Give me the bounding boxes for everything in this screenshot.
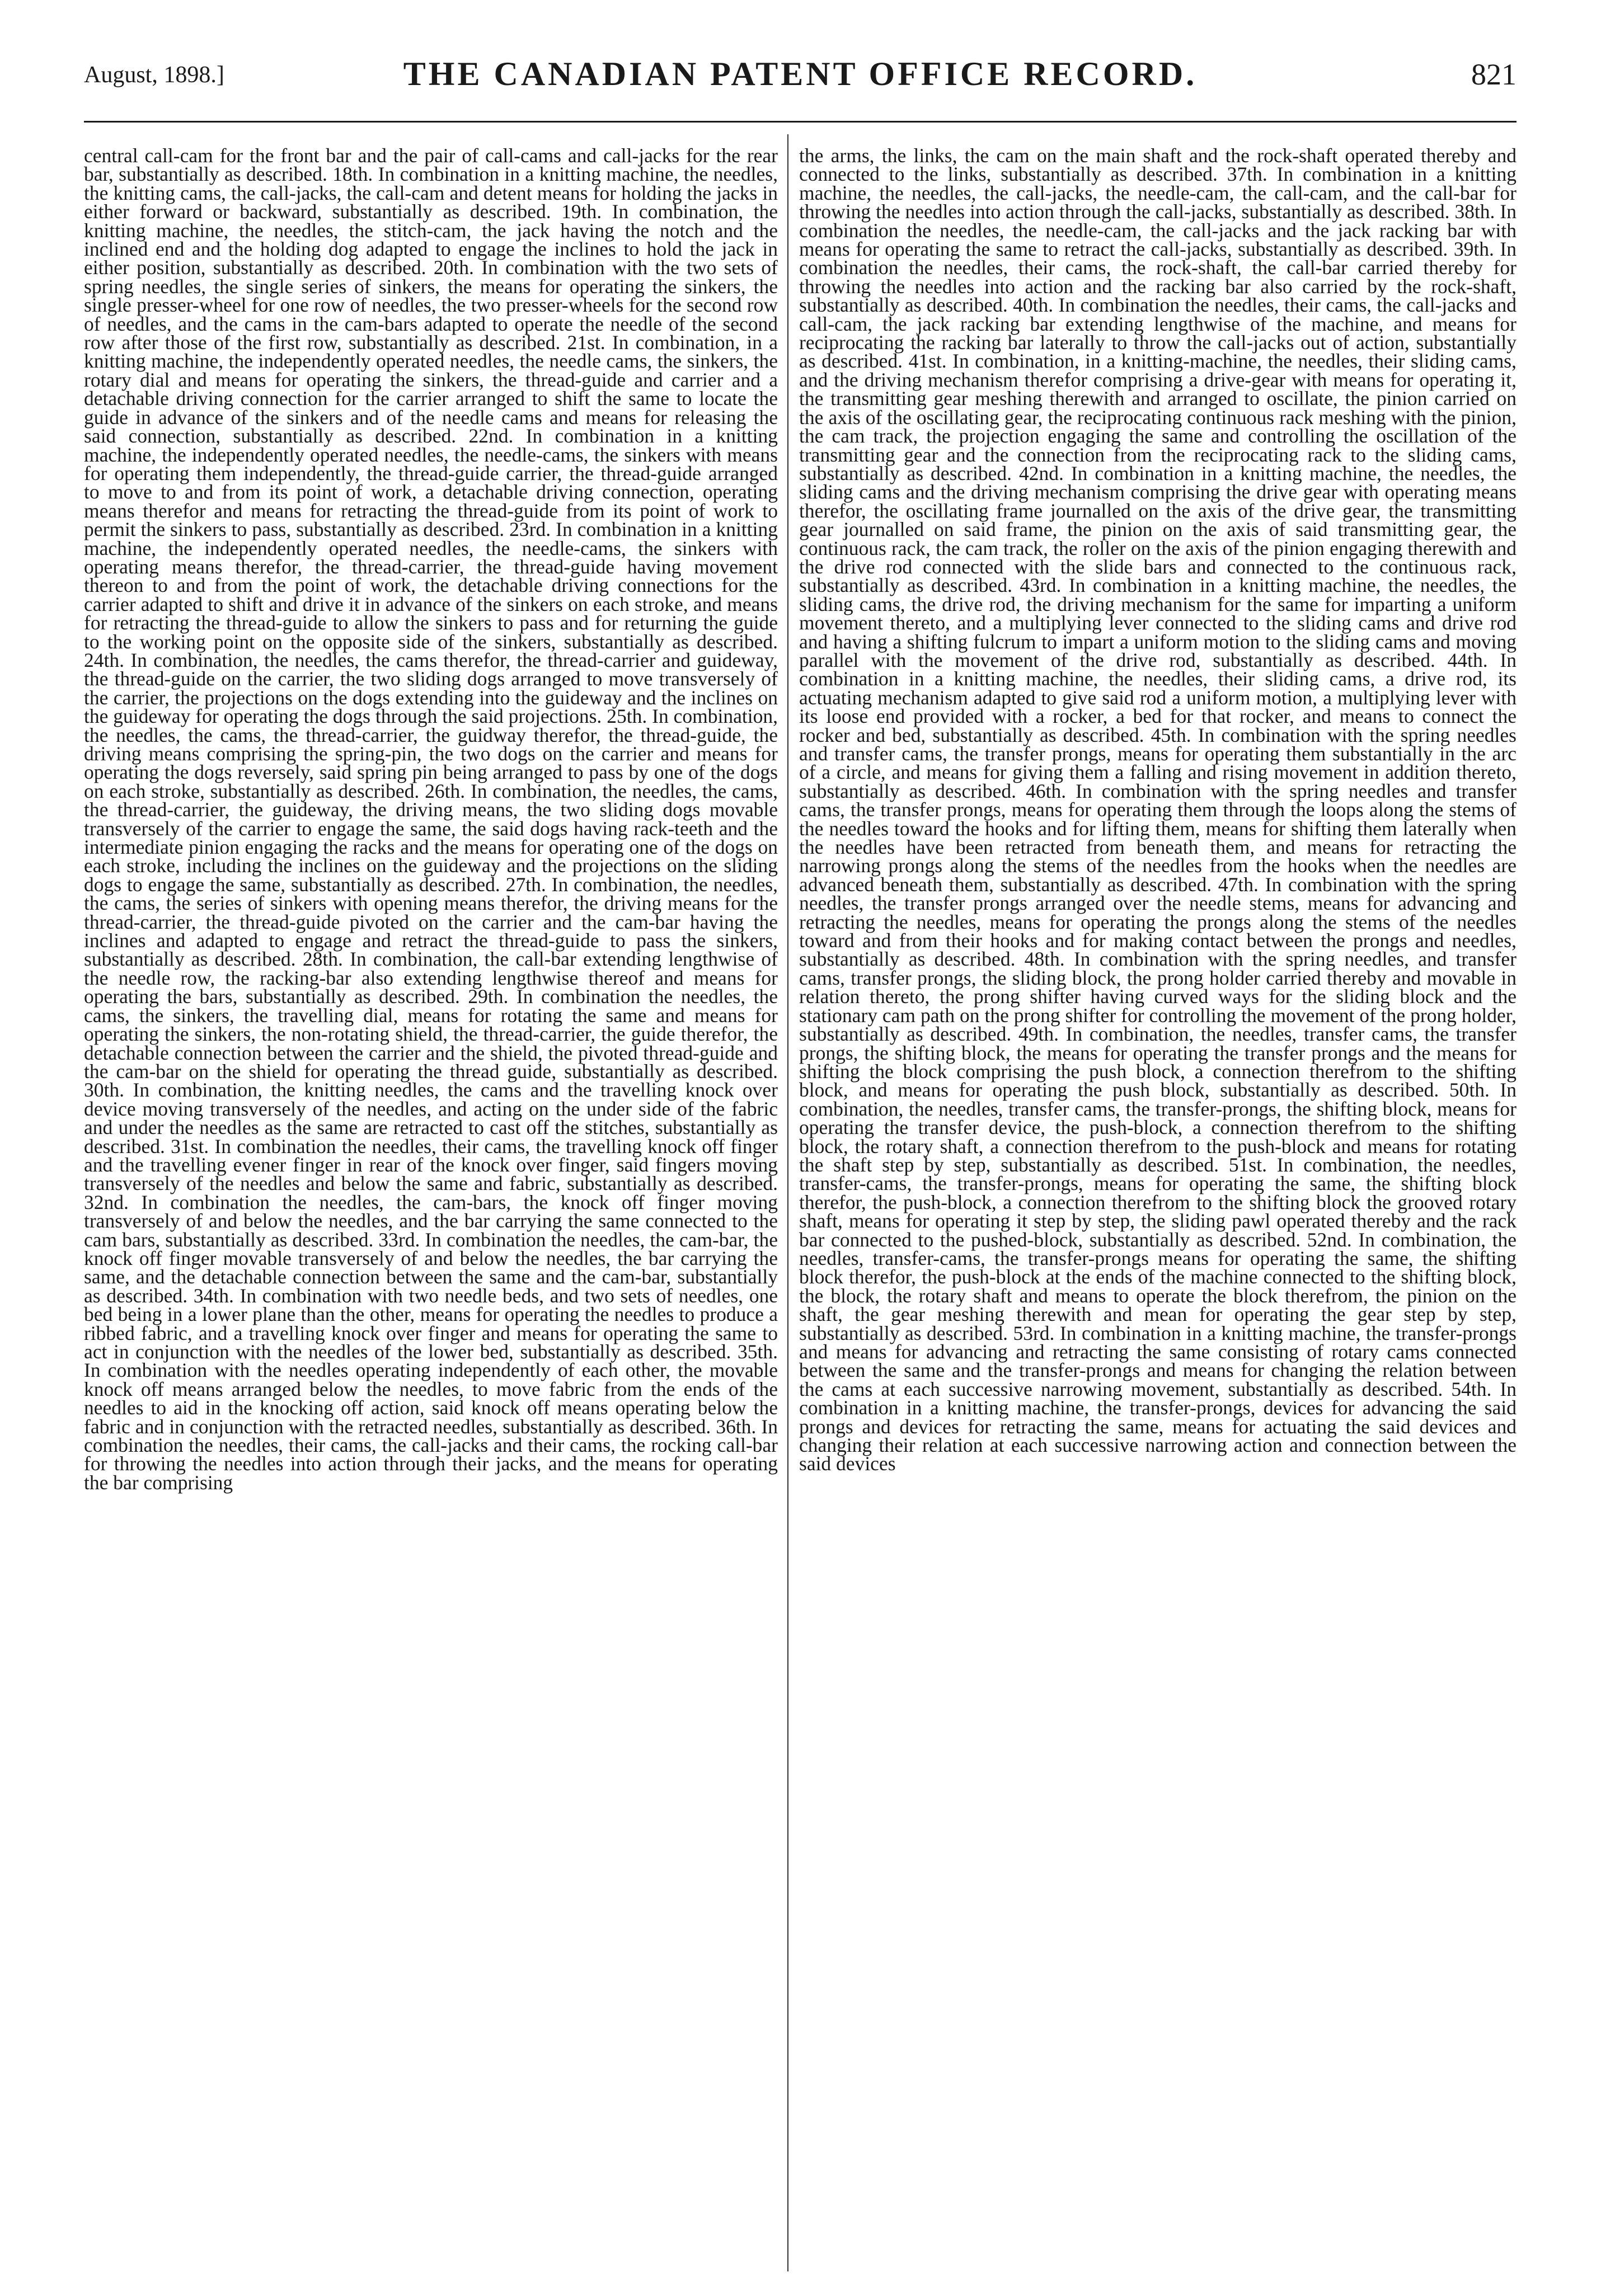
right-column-text: the arms, the links, the cam on the main shaft and the rock-shaft operated thereby and connected to the links, substantially as described. 37th. In combination in a knitting machine, the needles, the call-jacks, the needle-cam, the call-cam, and the call-bar for throwing the needles into action through the call-jacks, substantially as described. 38th. In combination the needles, the needle-cam, the call-jacks and the jack racking bar with means for operating the same to retract the call-jacks, substantially as described. 39th. In combination the needles, their cams, the rock-shaft, the call-bar carried thereby for throwing the needles into action and the racking bar also carried by the rock-shaft, substantially as described. 40th. In combination the needles, their cams, the call-jacks and call-cam, the jack racking bar extending lengthwise of the machine, and means for reciprocating the racking bar laterally to throw the call-jacks out of action, substantially as described. 41st. In combination, in a knitting-machine, the needles, their sliding cams, and the driving mechanism therefor comprising a drive-gear with means for operating it, the transmitting gear meshing therewith and arranged to oscillate, the pinion carried on the axis of the oscillating gear, the reciprocating continuous rack meshing with the pinion, the cam track, the projection engaging the same and controlling the oscillation of the transmitting gear and the connection from the reciprocating rack to the sliding cams, substantially as described. 42nd. In combination in a knitting machine, the needles, the sliding cams and the driving mechanism comprising the drive gear with operating means therefor, the oscillating frame journalled on the axis of the drive gear, the transmitting gear journalled on said frame, the pinion on the axis of said transmitting gear, the continuous rack, the cam track, the roller on the axis of the pinion engaging therewith and the drive rod connected with the slide bars and connected to the continuous rack, substantially as described. 43rd. In combination in a knitting machine, the needles, the sliding cams, the drive rod, the driving mechanism for the same for imparting a uniform movement thereto, and a multiplying lever connected to the sliding cams and drive rod and having a shifting fulcrum to impart a uniform motion to the sliding cams and moving parallel with the movement of the drive rod, substantially as described. 44th. In combination in a knitting machine, the needles, their sliding cams, a drive rod, its actuating mechanism adapted to give said rod a uniform motion, a multiplying lever with its loose end provided with a rocker, a bed for that rocker, and means to connect the rocker and bed, substantially as described. 45th. In combination with the spring needles and transfer cams, the transfer prongs, means for operating them substantially in the arc of a circle, and means for giving them a falling and rising movement in addition thereto, substantially as described. 46th. In combination with the spring needles and transfer cams, the transfer prongs, means for operating them through the loops along the stems of the needles toward the hooks and for lifting them, means for shifting them laterally when the needles have been retracted from beneath them, and means for retracting the narrowing prongs along the stems of the needles from the hooks when the needles are advanced beneath them, substantially as described. 47th. In combination with the spring needles, the transfer prongs arranged over the needle stems, means for advancing and retracting the needles, means for operating the prongs along the stems of the needles toward and from their hooks and for making contact between the prongs and needles, substantially as described. 48th. In combination with the spring needles, and transfer cams, transfer prongs, the sliding block, the prong holder carried thereby and movable in relation thereto, the prong shifter having curved ways for the sliding block and the stationary cam path on the prong shifter for controlling the movement of the prong holder, substantially as described. 49th. In combination, the needles, transfer cams, the transfer prongs, the shifting block, the means for operating the transfer prongs and the means for shifting the block comprising the push block, a connection therefrom to the shifting block, and means for operating the push block, substantially as described. 50th. In combination, the needles, transfer cams, the transfer-prongs, the shifting block, means for operating the transfer device, the push-block, a connection therefrom to the shifting block, the rotary shaft, a connection therefrom to the push-block and means for rotating the shaft step by step, substantially as described. 51st. In combination, the needles, transfer-cams, the transfer-prongs, means for operating the same, the shifting block therefor, the push-block, a connection therefrom to the shifting block the grooved rotary shaft, means for operating it step by step, the sliding pawl operated thereby and the rack bar connected to the pushed-block, substantially as described. 52nd. In combination, the needles, transfer-cams, the transfer-prongs means for operating the same, the shifting block therefor, the push-block at the ends of the machine connected to the shifting block, the block, the rotary shaft and means to operate the block therefrom, the pinion on the shaft, the gear meshing therewith and mean for operating the gear step by step, substantially as described. 53rd. In combination in a knitting machine, the transfer-prongs and means for advancing and retracting the same consisting of rotary cams connected between the same and the transfer-prongs and means for changing the relation between the cams at each successive narrowing movement, substantially as described. 54th. In combination in a knitting machine, the transfer-prongs, devices for advancing the said prongs and devices for retracting the same, means for actuating the said devices and changing their relation at each successive narrowing action and connection between the said devices: [799, 147, 1517, 1475]
page-header: [84, 50, 1517, 106]
right-column: [799, 147, 1517, 2267]
left-column-text: central call-cam for the front bar and the pair of call-cams and call-jacks for the rear bar, substantially as described. 18th. In combination in a knitting machine, the needles, the knitting cams, the call-jacks, the call-cam and detent means for holding the jacks in either forward or backward, substantially as described. 19th. In combination, the knitting machine, the needles, the stitch-cam, the jack having the notch and the inclined end and the holding dog adapted to engage the inclines to hold the jack in either position, substantially as described. 20th. In combination with the two sets of spring needles, the single series of sinkers, the means for operating the sinkers, the single presser-wheel for one row of needles, the two presser-wheels for the second row of needles, and the cams in the cam-bars adapted to operate the needle of the second row after those of the first row, substantially as described. 21st. In combination, in a knitting machine, the independently operated needles, the needle cams, the sinkers, the rotary dial and means for operating the sinkers, the thread-guide and carrier and a detachable driving connection for the carrier arranged to shift the same to locate the guide in advance of the sinkers and of the needle cams and means for releasing the said connection, substantially as described. 22nd. In combination in a knitting machine, the independently operated needles, the needle-cams, the sinkers with means for operating them independently, the thread-guide carrier, the thread-guide arranged to move to and from its point of work, a detachable driving connection, operating means therefor and means for retracting the thread-guide from its point of work to permit the sinkers to pass, substantially as described. 23rd. In combination in a knitting machine, the independently operated needles, the needle-cams, the sinkers with operating means therefor, the thread-carrier, the thread-guide having movement thereon to and from the point of work, the detachable driving connections for the carrier adapted to shift and drive it in advance of the sinkers on each stroke, and means for retracting the thread-guide to allow the sinkers to pass and for returning the guide to the working point on the opposite side of the sinkers, substantially as described. 24th. In combination, the needles, the cams therefor, the thread-carrier and guideway, the thread-guide on the carrier, the two sliding dogs arranged to move transversely of the carrier, the projections on the dogs extending into the guideway and the inclines on the guideway for operating the dogs through the said projections. 25th. In combination, the needles, the cams, the thread-carrier, the guidway therefor, the thread-guide, the driving means comprising the spring-pin, the two dogs on the carrier and means for operating the dogs reversely, said spring pin being arranged to pass by one of the dogs on each stroke, substantially as described. 26th. In combination, the needles, the cams, the thread-carrier, the guideway, the driving means, the two sliding dogs movable transversely of the carrier to engage the same, the said dogs having rack-teeth and the intermediate pinion engaging the racks and the means for operating one of the dogs on each stroke, including the inclines on the guideway and the projections on the sliding dogs to engage the same, substantially as described. 27th. In combination, the needles, the cams, the series of sinkers with opening means therefor, the driving means for the thread-carrier, the thread-guide pivoted on the carrier and the cam-bar having the inclines and adapted to engage and retract the thread-guide to pass the sinkers, substantially as described. 28th. In combination, the call-bar extending lengthwise of the needle row, the racking-bar also extending lengthwise thereof and means for operating the bars, substantially as described. 29th. In combination the needles, the cams, the sinkers, the travelling dial, means for rotating the same and means for operating the sinkers, the non-rotating shield, the thread-carrier, the guide therefor, the detachable connection between the carrier and the shield, the pivoted thread-guide and the cam-bar on the shield for operating the thread guide, substantially as described. 30th. In combination, the knitting needles, the cams and the travelling knock over device moving transversely of the needles, and acting on the under side of the fabric and under the needles as the same are retracted to cast off the stitches, substantially as described. 31st. In combination the needles, their cams, the travelling knock off finger and the travelling evener finger in rear of the knock over finger, said fingers moving transversely of the needles and below the same and fabric, substantially as described. 32nd. In combination the needles, the cam-bars, the knock off finger moving transversely of and below the needles, and the bar carrying the same connected to the cam bars, substantially as described. 33rd. In combination the needles, the cam-bar, the knock off finger movable transversely of and below the needles, the bar carrying the same, and the detachable connection between the same and the cam-bar, substantially as described. 34th. In combination with two needle beds, and two sets of needles, one bed being in a lower plane than the other, means for operating the needles to produce a ribbed fabric, and a travelling knock over finger and means for operating the same to act in conjunction with the needles of the lower bed, substantially as described. 35th. In combination with the needles operating independently of each other, the movable knock off means arranged below the needles, to move fabric from the ends of the needles to aid in the knocking off action, said knock off means operating below the fabric and in conjunction with the retracted needles, substantially as described. 36th. In combination the needles, their cams, the call-jacks and their cams, the rocking call-bar for throwing the needles into action through their jacks, and the means for operating the bar comprising: [84, 147, 778, 1494]
column-divider: [787, 134, 788, 2271]
page-number: 821: [1471, 58, 1517, 91]
issue-date: August, 1898.]: [84, 62, 224, 88]
left-column: [84, 147, 778, 2267]
header-rule: [84, 121, 1517, 123]
publication-title: THE CANADIAN PATENT OFFICE RECORD.: [403, 55, 1198, 92]
